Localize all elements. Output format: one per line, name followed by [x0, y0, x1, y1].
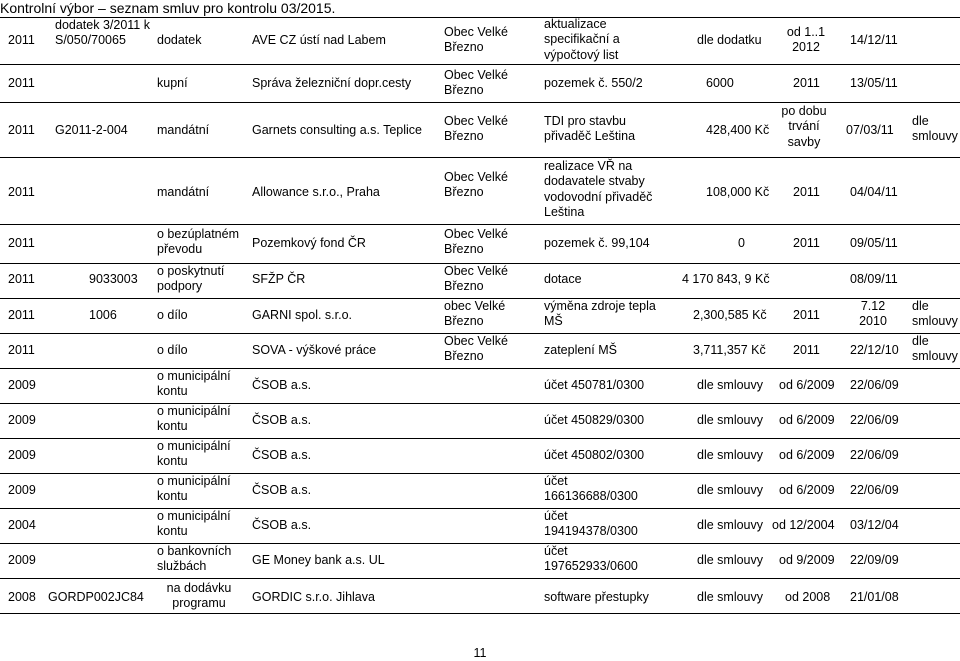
contract-year: 2011 [8, 343, 35, 357]
row-divider [0, 403, 960, 404]
contract-party: ČSOB a.s. [252, 413, 312, 427]
contract-period: od 12/2004 [772, 518, 835, 532]
contract-year: 2009 [8, 448, 36, 462]
contract-period: od 6/2009 [779, 483, 835, 497]
contract-party: GARNI spol. s.r.o. [252, 308, 353, 322]
contract-party: SFŽP ČR [252, 272, 306, 286]
contract-subject: realizace VŘ na dodavatele stvaby vodovodní přivaděč Leština [544, 159, 653, 219]
page-number: 11 [473, 646, 487, 660]
contract-subject: výměna zdroje tepla MŠ [544, 299, 656, 329]
row-divider [0, 224, 960, 225]
contract-type: na dodávku programu [166, 581, 232, 611]
contract-municipality: Obec Velké Březno [444, 68, 508, 98]
contract-period: 2011 [793, 308, 820, 322]
contract-date: 08/09/11 [850, 272, 898, 286]
row-divider [0, 368, 960, 369]
row-divider [0, 157, 960, 158]
contract-subject: účet 450802/0300 [544, 448, 645, 462]
contract-type: o bankovních službách [157, 544, 232, 574]
contract-type: o municipální kontu [157, 474, 231, 504]
contract-amount: 108,000 Kč [706, 185, 770, 199]
contract-subject: účet 197652933/0600 [544, 544, 638, 574]
contract-date: 7.12 2010 [859, 299, 887, 329]
contract-date: 22/12/10 [850, 343, 899, 357]
contract-year: 2011 [8, 185, 35, 199]
contract-year: 2011 [8, 123, 35, 137]
contract-period: od 6/2009 [779, 413, 835, 427]
contract-year: 2009 [8, 483, 36, 497]
contract-period: od 1..1 2012 [786, 25, 826, 55]
contract-amount: 428,400 Kč [706, 123, 770, 137]
contract-municipality: Obec Velké Březno [444, 264, 508, 294]
contract-period: 2011 [793, 185, 820, 199]
contract-amount: 4 170 843, 9 Kč [682, 272, 770, 286]
contract-date: 09/05/11 [850, 236, 898, 250]
contract-number: G2011-2-004 [55, 123, 128, 137]
contract-amount: dle smlouvy [697, 483, 763, 497]
contract-date: 14/12/11 [850, 33, 898, 47]
contract-type: o municipální kontu [157, 369, 231, 399]
contract-amount: dle dodatku [697, 33, 762, 47]
contract-type: dodatek [157, 33, 202, 47]
contract-party: AVE CZ ústí nad Labem [252, 33, 386, 47]
contract-amount: dle smlouvy [697, 553, 763, 567]
contract-period: 2011 [793, 343, 820, 357]
contract-amount: dle smlouvy [697, 590, 763, 604]
row-divider [0, 473, 960, 474]
contract-subject: TDI pro stavbu přivaděč Leština [544, 114, 636, 144]
contract-year: 2008 [8, 590, 36, 604]
row-divider [0, 543, 960, 544]
contract-year: 2009 [8, 378, 36, 392]
row-divider [0, 438, 960, 439]
contract-year: 2009 [8, 553, 36, 567]
contract-amount: dle smlouvy [697, 378, 763, 392]
contract-type: o municipální kontu [157, 509, 231, 539]
contract-type: kupní [157, 76, 188, 90]
contract-party: GORDIC s.r.o. Jihlava [252, 590, 375, 604]
contract-amount: dle smlouvy [697, 413, 763, 427]
contract-municipality: Obec Velké Březno [444, 25, 508, 55]
row-divider [0, 102, 960, 103]
contract-municipality: Obec Velké Březno [444, 334, 508, 364]
contract-period: 2011 [793, 236, 820, 250]
contract-date: 04/04/11 [850, 185, 898, 199]
contract-period: od 6/2009 [779, 448, 835, 462]
contract-number: 1006 [89, 308, 117, 322]
contract-amount: dle smlouvy [697, 518, 763, 532]
contract-number: 9033003 [89, 272, 138, 286]
contract-type: o poskytnutí podpory [157, 264, 225, 294]
contract-amount: 0 [738, 236, 745, 250]
contract-party: Allowance s.r.o., Praha [252, 185, 380, 199]
contract-amount: dle smlouvy [697, 448, 763, 462]
contract-type: mandátní [157, 185, 210, 199]
contract-period: 2011 [793, 76, 820, 90]
contract-date: 13/05/11 [850, 76, 898, 90]
contract-subject: účet 166136688/0300 [544, 474, 638, 504]
contract-party: Pozemkový fond ČR [252, 236, 366, 250]
contract-period: po dobu trvání savby [781, 104, 827, 149]
contract-municipality: Obec Velké Březno [444, 170, 508, 200]
contract-type: mandátní [157, 123, 210, 137]
contract-party: ČSOB a.s. [252, 518, 312, 532]
contract-party: GE Money bank a.s. UL [252, 553, 385, 567]
contract-period: od 2008 [785, 590, 831, 604]
row-divider [0, 508, 960, 509]
contract-subject: zateplení MŠ [544, 343, 617, 357]
contract-subject: účet 450829/0300 [544, 413, 645, 427]
contract-subject: účet 194194378/0300 [544, 509, 638, 539]
contract-date: 03/12/04 [850, 518, 899, 532]
contract-type: o municipální kontu [157, 439, 231, 469]
contract-amount: 2,300,585 Kč [693, 308, 767, 322]
contract-period: od 6/2009 [779, 378, 835, 392]
contract-party: ČSOB a.s. [252, 483, 312, 497]
contract-subject: dotace [544, 272, 582, 286]
contract-date: 22/06/09 [850, 448, 899, 462]
contract-year: 2011 [8, 33, 35, 47]
contract-number: GORDP002JC84 [48, 590, 144, 604]
contract-year: 2011 [8, 236, 35, 250]
contract-year: 2011 [8, 76, 35, 90]
contract-type: o dílo [157, 343, 188, 357]
contract-date: 22/06/09 [850, 413, 899, 427]
contract-date: 07/03/11 [846, 123, 894, 137]
contract-note: dle smlouvy [912, 114, 958, 144]
contract-date: 22/06/09 [850, 378, 899, 392]
contract-party: Správa železniční dopr.cesty [252, 76, 412, 90]
contract-party: ČSOB a.s. [252, 448, 312, 462]
contract-subject: pozemek č. 99,104 [544, 236, 650, 250]
contract-year: 2011 [8, 272, 35, 286]
contract-note: dle smlouvy [912, 334, 958, 364]
contract-type: o dílo [157, 308, 188, 322]
contract-period: od 9/2009 [779, 553, 835, 567]
contract-party: ČSOB a.s. [252, 378, 312, 392]
contract-date: 22/09/09 [850, 553, 899, 567]
contract-amount: 6000 [706, 76, 734, 90]
page-title: Kontrolní výbor – seznam smluv pro kontrolu 03/2015. [0, 0, 336, 16]
contract-type: o bezúplatném převodu [157, 227, 240, 257]
contract-note: dle smlouvy [912, 299, 958, 329]
contract-amount: 3,711,357 Kč [693, 343, 766, 357]
contract-number: dodatek 3/2011 k S/050/70065 [55, 18, 150, 48]
row-divider [0, 64, 960, 65]
contract-type: o municipální kontu [157, 404, 231, 434]
contract-subject: software přestupky [544, 590, 649, 604]
contract-subject: aktualizace specifikační a výpočtový list [544, 17, 620, 62]
contract-party: SOVA - výškové práce [252, 343, 377, 357]
row-divider [0, 578, 960, 579]
row-divider [0, 613, 960, 614]
contract-subject: účet 450781/0300 [544, 378, 645, 392]
contract-year: 2011 [8, 308, 35, 322]
contract-municipality: Obec Velké Březno [444, 227, 508, 257]
contract-subject: pozemek č. 550/2 [544, 76, 643, 90]
contract-municipality: obec Velké Březno [444, 299, 506, 329]
contract-party: Garnets consulting a.s. Teplice [252, 123, 423, 137]
contract-municipality: Obec Velké Březno [444, 114, 508, 144]
contract-date: 22/06/09 [850, 483, 899, 497]
contract-year: 2009 [8, 413, 36, 427]
contract-date: 21/01/08 [850, 590, 899, 604]
contract-year: 2004 [8, 518, 36, 532]
